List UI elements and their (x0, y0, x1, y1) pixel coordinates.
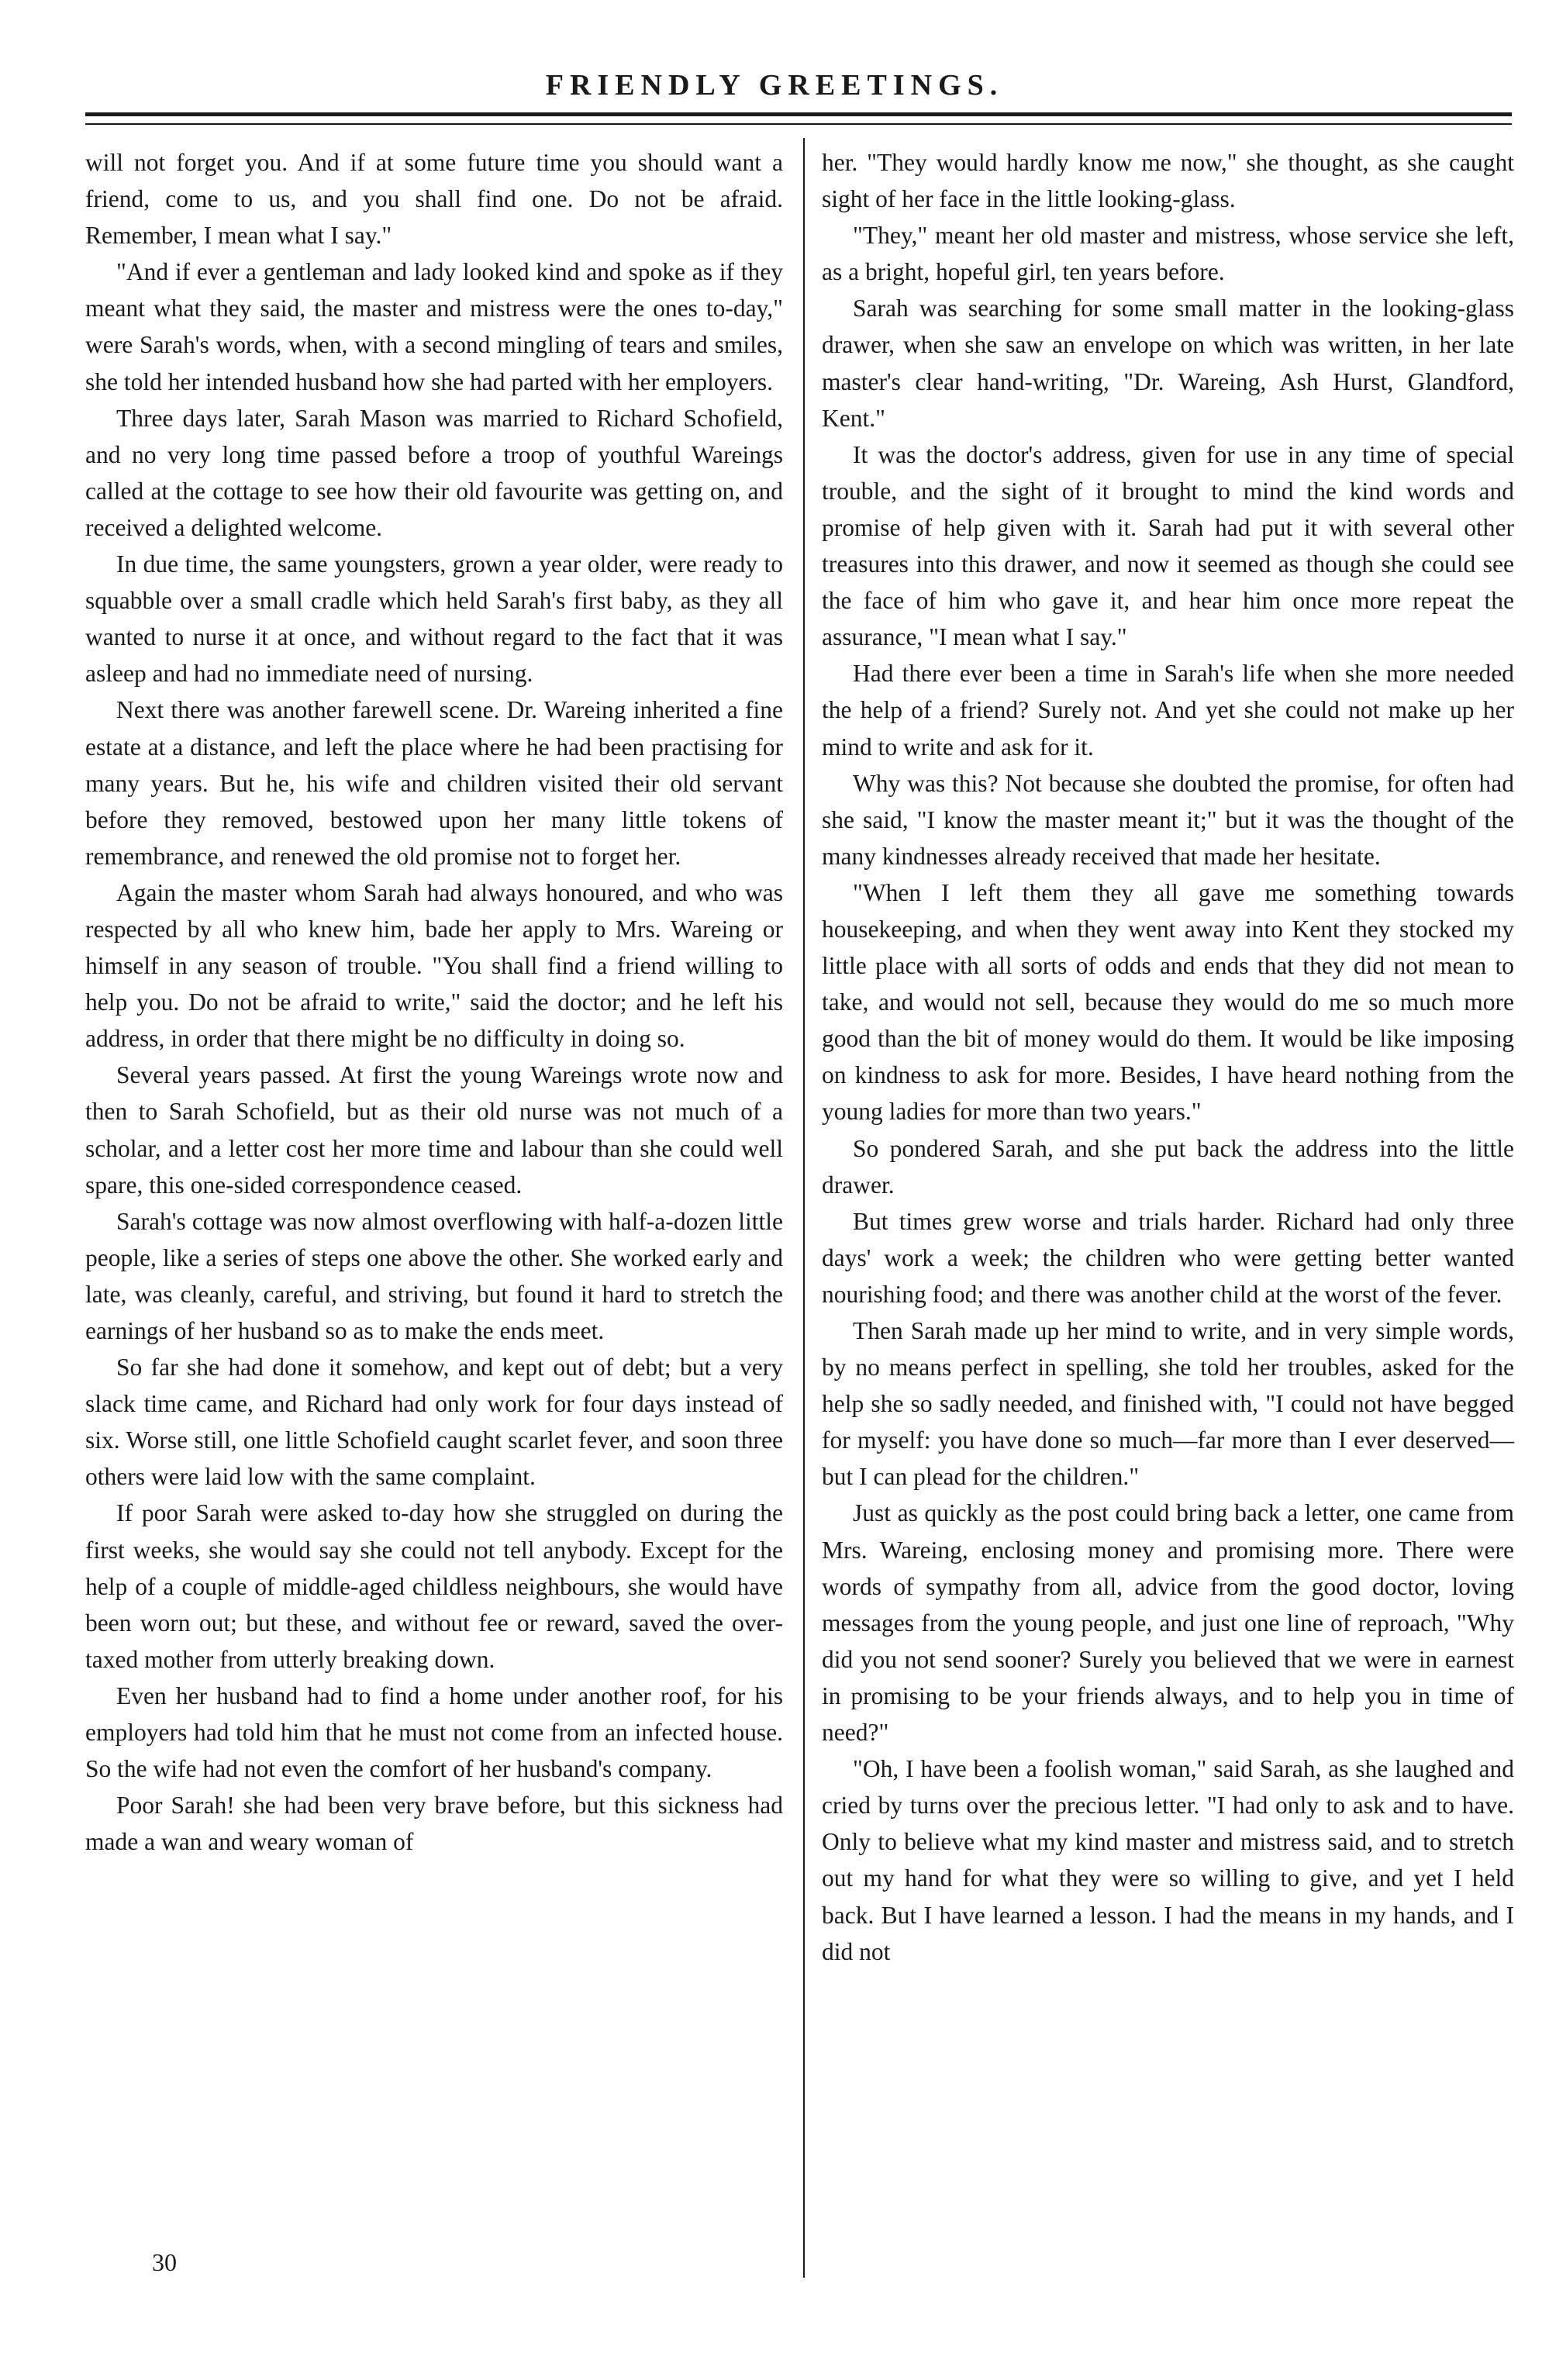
paragraph: So far she had done it somehow, and kept out of debt; but a very slack time came, and Richard had only work for four days instead of six. Worse still, one little Schofield caught scarlet fever, and soon three others were laid low with the same complaint. (85, 1354, 783, 1491)
paragraph: Had there ever been a time in Sarah's life when she more needed the help of a friend? Surely not. And yet she could not make up her mind to write and ask for it. (822, 660, 1514, 761)
paragraph: Sarah was searching for some small matter in the looking-glass drawer, when she saw an envelope on which was written, in her late master's clear hand-writing, "Dr. Wareing, Ash Hurst, Glandford, Kent." (822, 295, 1514, 432)
paragraph: will not forget you. And if at some future time you should want a friend, come to us, and you shall find one. Do not be afraid. Remember, I mean what I say." (85, 149, 783, 250)
paragraph: "Oh, I have been a foolish woman," said Sarah, as she laughed and cried by turns over the precious letter. "I had only to ask and to have. Only to believe what my kind master and mistress said, and to stretch out my hand for what they were so willing to give, and yet I held back. But I have learned a lesson. I had the means in my hands, and I did not (822, 1755, 1514, 1965)
paragraph: It was the doctor's address, given for use in any time of special trouble, and the sight of it brought to mind the kind words and promise of help given with it. Sarah had put it with several other treasures into this drawer, and now it seemed as though she could see the face of him who gave it, and hear him once more repeat the assurance, "I mean what I say." (822, 440, 1514, 651)
paragraph: But times grew worse and trials harder. Richard had only three days' work a week; the children who were getting better wanted nourishing food; and there was another child at the worst of the fever. (822, 1207, 1514, 1308)
paragraph: her. "They would hardly know me now," she thought, as she caught sight of her face in the little looking-glass. (822, 149, 1514, 213)
paragraph: So pondered Sarah, and she put back the address into the little drawer. (822, 1134, 1514, 1199)
left-column (85, 144, 783, 1860)
paragraph: "And if ever a gentleman and lady looked kind and spoke as if they meant what they said, the master and mistress were the ones to-day," were Sarah's words, when, with a second mingling of tears and smiles, she told her intended husband how she had parted with her employers. (85, 258, 783, 395)
paragraph: If poor Sarah were asked to-day how she struggled on during the first weeks, she would say she could not tell anybody. Except for the help of a couple of middle-aged childless neighbours, she would have been worn out; but these, and without fee or reward, saved the over-taxed mother from utterly breaking down. (85, 1499, 783, 1673)
paragraph: "When I left them they all gave me something towards housekeeping, and when they went away into Kent they stocked my little place with all sorts of odds and ends that they did not mean to take, and would not sell, because they would do me so much more good than the bit of money would do them. It would be like imposing on kindness to ask for more. Besides, I have heard nothing from the young ladies for more than two years." (822, 878, 1514, 1126)
column-divider (803, 138, 805, 2278)
paragraph: Next there was another farewell scene. Dr. Wareing inherited a fine estate at a distance, and left the place where he had been practising for many years. But he, his wife and children visited their old servant before they removed, bestowed upon her many little tokens of remembrance, and renewed the old promise not to forget her. (85, 696, 783, 870)
header-rule-thin (85, 123, 1512, 125)
paragraph: Three days later, Sarah Mason was married to Richard Schofield, and no very long time passed before a troop of youthful Wareings called at the cottage to see how their old favourite was getting on, and received a delighted welcome. (85, 404, 783, 541)
paragraph: Why was this? Not because she doubted the promise, for often had she said, "I know the master meant it;" but it was the thought of the many kindnesses already received that made her hesitate. (822, 769, 1514, 870)
paragraph: Again the master whom Sarah had always honoured, and who was respected by all who knew him, bade her apply to Mrs. Wareing or himself in any season of trouble. "You shall find a friend willing to help you. Do not be afraid to write," said the doctor; and he left his address, in order that there might be no difficulty in doing so. (85, 878, 783, 1053)
header-rule-thick (85, 112, 1512, 116)
paragraph: Sarah's cottage was now almost overflowing with half-a-dozen little people, like a series of steps one above the other. She worked early and late, was cleanly, careful, and striving, but found it hard to stretch the earnings of her husband so as to make the ends meet. (85, 1207, 783, 1344)
paragraph: Even her husband had to find a home under another roof, for his employers had told him that he must not come from an infected house. So the wife had not even the comfort of her husband's company. (85, 1682, 783, 1783)
paragraph: Then Sarah made up her mind to write, and in very simple words, by no means perfect in spelling, she told her troubles, asked for the help she so sadly needed, and finished with, "I could not have begged for myself: you have done so much—far more than I ever deserved—but I can plead for the children." (822, 1317, 1514, 1491)
paragraph: Several years passed. At first the young Wareings wrote now and then to Sarah Schofield, but as their old nurse was not much of a scholar, and a letter cost her more time and labour than she could well spare, this one-sided correspondence ceased. (85, 1061, 783, 1199)
paragraph: Just as quickly as the post could bring back a letter, one came from Mrs. Wareing, enclosing money and promising more. There were words of sympathy from all, advice from the good doctor, loving messages from the young people, and just one line of reproach, "Why did you not send sooner? Surely you believed that we were in earnest in promising to be your friends always, and to help you in time of need?" (822, 1499, 1514, 1747)
paragraph: In due time, the same youngsters, grown a year older, were ready to squabble over a small cradle which held Sarah's first baby, as they all wanted to nurse it at once, and without regard to the fact that it was asleep and had no immediate need of nursing. (85, 550, 783, 688)
right-column (822, 144, 1514, 1970)
page-number: 30 (152, 2248, 177, 2276)
paragraph: "They," meant her old master and mistress, whose service she left, as a bright, hopeful girl, ten years before. (822, 222, 1514, 286)
running-header: FRIENDLY GREETINGS. (545, 69, 1004, 102)
paragraph: Poor Sarah! she had been very brave before, but this sickness had made a wan and weary woman of (85, 1792, 783, 1856)
